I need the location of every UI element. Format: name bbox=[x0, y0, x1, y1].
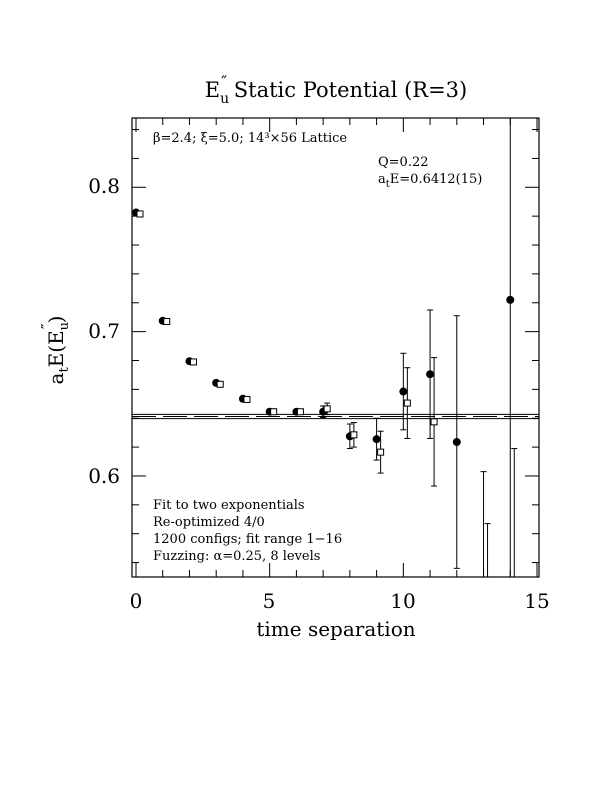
x-axis-label: time separation bbox=[256, 617, 416, 641]
data-point-circle bbox=[373, 435, 381, 443]
data-point-square bbox=[137, 211, 143, 217]
y-tick-label-0.8: 0.8 bbox=[88, 174, 120, 198]
x-tick-label-10: 10 bbox=[390, 589, 416, 613]
fit-note-3: 1200 configs; fit range 1−16 bbox=[153, 532, 343, 547]
x-tick-label-15: 15 bbox=[524, 589, 550, 613]
data-point-circle bbox=[399, 388, 407, 396]
fit-note-1: Fit to two exponentials bbox=[153, 498, 305, 513]
data-point-square bbox=[431, 419, 437, 425]
y-tick-label-0.7: 0.7 bbox=[88, 319, 120, 343]
data-point-square bbox=[217, 381, 223, 387]
data-point-circle bbox=[426, 370, 434, 378]
fit-note-2: Re-optimized 4/0 bbox=[153, 515, 265, 530]
data-point-square bbox=[244, 396, 250, 402]
lattice-annotation: β=2.4; ξ=5.0; 14³×56 Lattice bbox=[153, 131, 348, 146]
data-point-square bbox=[190, 359, 196, 365]
fit-energy-annotation: $a_tE=0.6412(15)$ bbox=[378, 172, 483, 190]
data-point-circle bbox=[453, 438, 461, 446]
y-tick-label-0.6: 0.6 bbox=[88, 464, 120, 488]
y-axis-label: $a_tE(E_u'')$ bbox=[38, 315, 72, 385]
chart-title: $E_u''$ Static Potential (R=3) bbox=[204, 72, 468, 107]
data-point-square bbox=[324, 406, 330, 412]
data-point-square bbox=[404, 400, 410, 406]
data-point-square bbox=[351, 432, 357, 438]
data-point-square bbox=[297, 409, 303, 415]
fit-band bbox=[132, 414, 539, 418]
q-annotation: Q=0.22 bbox=[378, 155, 429, 170]
fit-note-4: Fuzzing: α=0.25, 8 levels bbox=[153, 549, 321, 564]
x-tick-label-5: 5 bbox=[262, 589, 276, 613]
data-point-square bbox=[164, 319, 170, 325]
data-point-square bbox=[378, 449, 384, 455]
data-point-circle bbox=[506, 296, 514, 304]
x-tick-label-0: 0 bbox=[129, 589, 143, 613]
data-point-square bbox=[271, 409, 277, 415]
